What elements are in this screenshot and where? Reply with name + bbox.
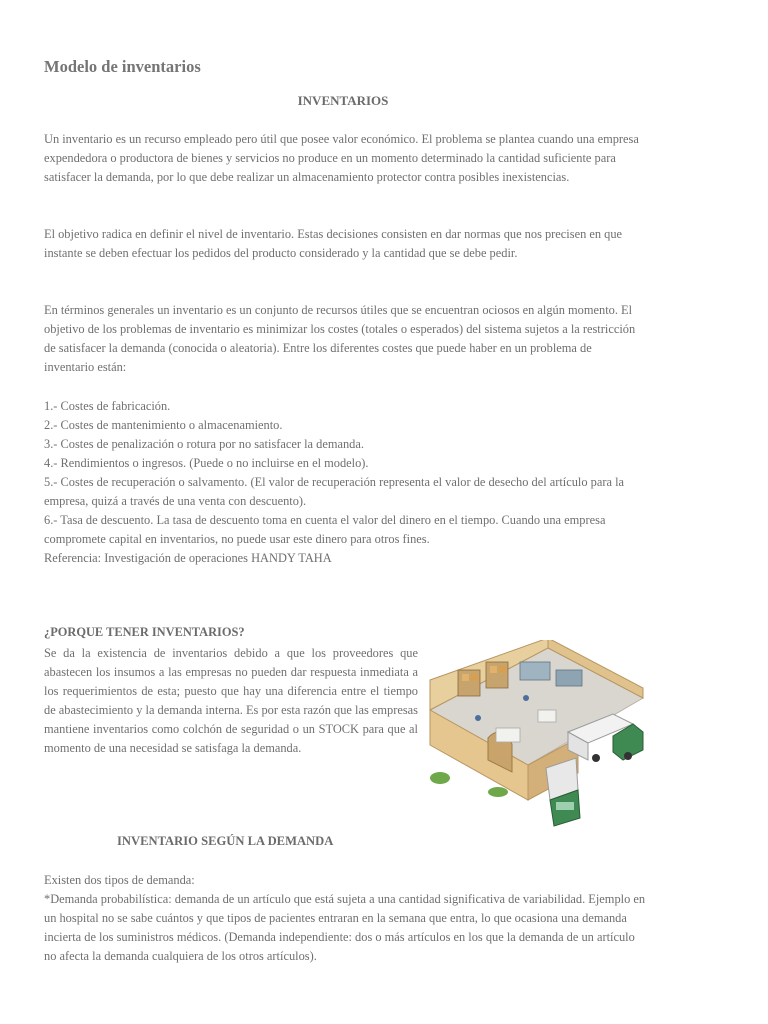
truck-windshield bbox=[556, 802, 574, 810]
paragraph-why: Se da la existencia de inventarios debido a que los proveedores que abastecen los insumos a las empresas no pueden dar respuesta inmediata a los requerimientos de esta; puesto que hay una diferencia entre el tiempo de abastecimiento y la demanda interna. Es por esta razón que las empresas mantiene inventarios como colchón de seguridad o un STOCK para que al momento de una necesidad se satisfaga la demanda. bbox=[44, 646, 418, 755]
paragraph-objective: El objetivo radica en definir el nivel de inventario. Estas decisiones consisten en dar normas que nos precisen en que instante se deben efectuar los pedidos del producto considerado y la cantidad que se debe pedir. bbox=[44, 227, 623, 260]
worker bbox=[523, 695, 529, 701]
box-stack bbox=[499, 666, 506, 673]
truck-wheel bbox=[624, 752, 632, 760]
warehouse-illustration bbox=[428, 640, 648, 828]
paragraph-general-terms: En términos generales un inventario es un conjunto de recursos útiles que se encuentran ociosos en algún momento. El objetivo de los problemas de inventario es minimizar los costes (totales o esperados) del sistema sujetos a la restricción de satisfacer la demanda (conocida o aleatoria). Entre los diferentes costes que puede haber en un problema de inventario están: bbox=[44, 303, 636, 374]
machine bbox=[520, 662, 550, 680]
list-item: 2.- Costes de mantenimiento o almacenamiento. bbox=[44, 418, 283, 432]
cost-list bbox=[44, 397, 644, 549]
pallet-boxes bbox=[538, 710, 556, 722]
machine bbox=[556, 670, 582, 686]
list-item: 5.- Costes de recuperación o salvamento. (El valor de recuperación representa el valor de desecho del artículo para la empresa, quizá a través de una venta con descuento). bbox=[44, 475, 625, 508]
list-item: 1.- Costes de fabricación. bbox=[44, 399, 171, 413]
section-heading-why: ¿PORQUE TENER INVENTARIOS? bbox=[44, 625, 245, 639]
list-item: 4.- Rendimientos o ingresos. (Puede o no incluirse en el modelo). bbox=[44, 456, 369, 470]
list-item: 6.- Tasa de descuento. La tasa de descuento toma en cuenta el valor del dinero en el tiempo. Cuando una empresa compromete capital en inventarios, no puede usar este dinero para otros fines. bbox=[44, 513, 606, 546]
paragraph-demand-probabilistic: *Demanda probabilística: demanda de un artículo que está sujeta a una cantidad significativa de variabilidad. Ejemplo en un hospital no se sabe cuántos y que tipos de pacientes entraran en la semana que entra, lo que ocasiona una demanda incierta de los suministros médicos. (Demanda independiente: dos o más artículos en los que la demanda de un artículo no afecta la demanda cualquiera de los otros artículos). bbox=[44, 892, 646, 963]
paragraph-definition: Un inventario es un recurso empleado pero útil que posee valor económico. El problema se plantea cuando una empresa expendedora o productora de bienes y servicios no produce en un momento determinado la cantidad suficiente para satisfacer la demanda, por lo que debe realizar un almacenamiento protector contra posibles inexistencias. bbox=[44, 132, 639, 184]
shelf-unit bbox=[458, 670, 480, 696]
plant bbox=[488, 787, 508, 797]
list-item: 3.- Costes de penalización o rotura por no satisfacer la demanda. bbox=[44, 437, 364, 451]
worker bbox=[475, 715, 481, 721]
reference-text: Referencia: Investigación de operaciones HANDY TAHA bbox=[44, 551, 332, 565]
section-heading-demand: INVENTARIO SEGÚN LA DEMANDA bbox=[117, 834, 334, 848]
truck-wheel bbox=[592, 754, 600, 762]
paragraph-demand-intro: Existen dos tipos de demanda: bbox=[44, 873, 195, 887]
box-stack bbox=[462, 674, 469, 681]
pallet-boxes bbox=[496, 728, 520, 742]
document-title: Modelo de inventarios bbox=[44, 57, 201, 76]
section-heading-inventarios: INVENTARIOS bbox=[297, 93, 389, 108]
box-stack bbox=[471, 674, 478, 681]
plant bbox=[430, 772, 450, 784]
shelf-unit bbox=[486, 662, 508, 688]
box-stack bbox=[490, 666, 497, 673]
